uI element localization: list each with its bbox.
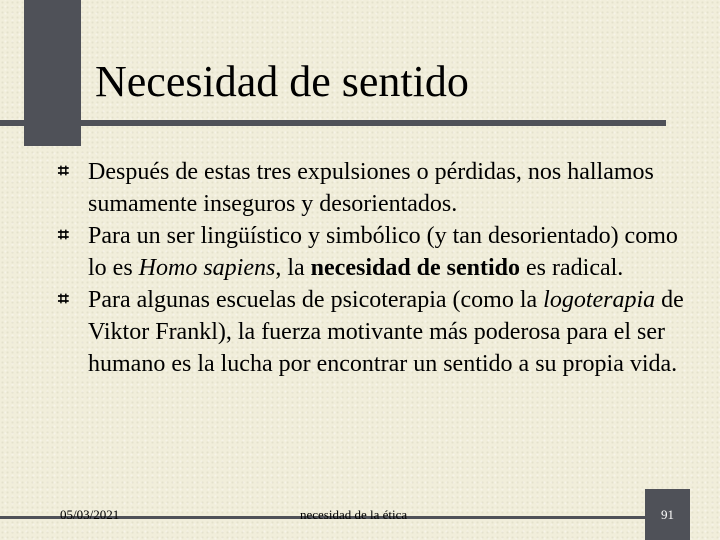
title-rule <box>0 120 666 126</box>
bullet-item <box>58 156 698 220</box>
bullet-list <box>58 156 698 380</box>
bullet-text: Después de estas tres expulsiones o pérdidas, nos hallamos sumamente inseguros y desorientados. <box>88 159 654 217</box>
bullet-text: es radical. <box>520 255 624 281</box>
bullet-text: de Viktor Frankl), la fuerza motivante más poderosa para el ser humano es la lucha por encontrar un sentido a su propia vida. <box>88 287 684 377</box>
z-bullet-icon: ⌗ <box>58 225 69 246</box>
footer-date: 05/03/2021 <box>60 507 120 522</box>
bullet-text: Para algunas escuelas de psicoterapia (como la <box>88 287 544 313</box>
bullet-item <box>58 220 698 284</box>
footer-center-text: necesidad de la ética <box>300 507 408 522</box>
bullet-text: , la <box>275 255 311 281</box>
bold-term: necesidad de sentido <box>310 255 521 281</box>
page-number: 91 <box>661 507 674 522</box>
bullet-text: Para un ser lingüístico y simbólico (y tan desorientado) como lo es <box>88 223 678 281</box>
italic-term: logoterapia <box>543 287 656 313</box>
italic-term: Homo sapiens <box>138 255 276 281</box>
bullet-item <box>58 284 698 380</box>
slide-title: Necesidad de sentido <box>95 57 469 106</box>
z-bullet-icon: ⌗ <box>58 289 69 310</box>
z-bullet-icon: ⌗ <box>58 161 69 182</box>
